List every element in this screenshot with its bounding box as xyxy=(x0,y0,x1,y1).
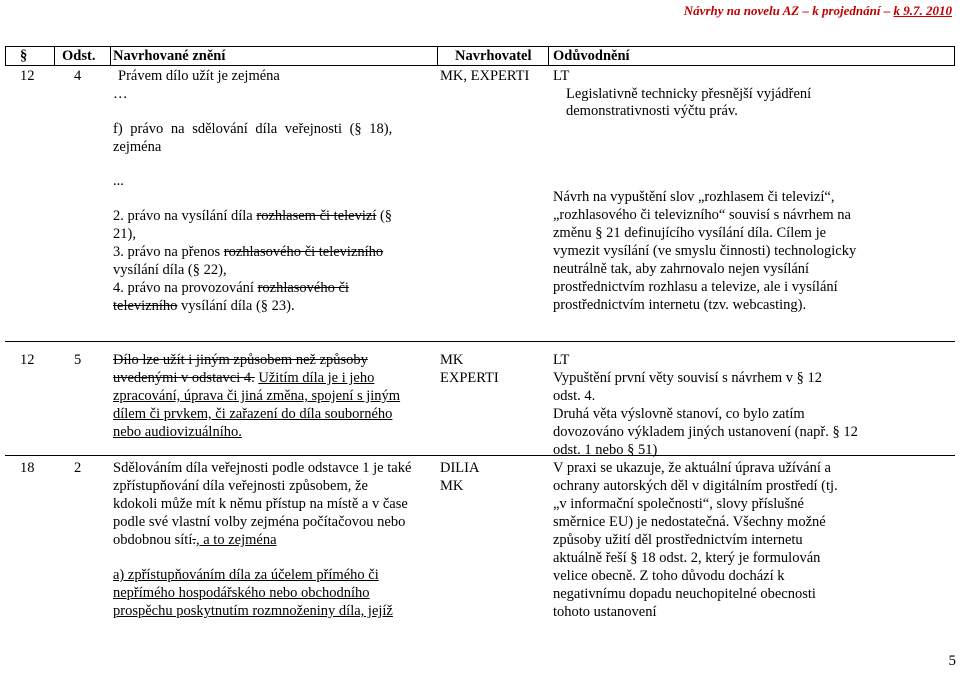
proposal-line: ... xyxy=(113,173,124,189)
row-paragraph: 12 xyxy=(20,352,35,368)
document-header xyxy=(684,3,952,19)
proposal-line xyxy=(113,207,392,225)
reason-text: V praxi se ukazuje, že aktuální úprava užívání a ochrany autorských děl v digitálním prostředí (tj. „v informační společnosti“, slovy příslušné směrnice EU) je nedostatečná. Všechny možné způsoby užití děl prostřednictvím internetu aktuálně řeší § 18 odst. 2, který je formulován velice obecně. Z toho důvodu dochází k negativnímu dopadu neuchopitelné obecnosti tohoto ustanovení xyxy=(553,460,838,620)
deleted-text: rozhlasového či xyxy=(257,280,349,296)
row-proposer: EXPERTI xyxy=(440,370,499,386)
proposal-line: f) právo na sdělování díla veřejnosti (§ 18), xyxy=(113,121,393,137)
proposal-line: vysílání díla (§ 22), xyxy=(113,262,227,278)
proposal-text xyxy=(113,351,403,441)
proposal-text: 4. právo na provozování xyxy=(113,280,258,296)
column-header-subsection: Odst. xyxy=(62,48,96,64)
deleted-text: televizního xyxy=(113,298,178,314)
row-subsection: 4 xyxy=(74,68,82,84)
deleted-text: rozhlasem či televizí xyxy=(256,208,377,224)
row-subsection: 2 xyxy=(74,460,82,476)
row-1-bottom-rule xyxy=(5,341,955,342)
proposal-text: 2. právo na vysílání díla xyxy=(113,208,257,224)
column-divider xyxy=(5,46,6,66)
column-header-paragraph: § xyxy=(20,48,28,64)
column-header-reason: Odůvodnění xyxy=(553,48,630,64)
proposal-text xyxy=(113,459,413,549)
proposal-text: vysílání díla (§ 23). xyxy=(177,298,295,314)
reason-text: Legislativně technicky přesnější vyjádření xyxy=(566,86,812,102)
inserted-text: Užitím díla je i jeho zpracování, úprava či jiná změna, spojení s jiným dílem či prvkem, či zařazení do díla souborného nebo audiovizuálního. xyxy=(113,370,401,440)
row-proposer: MK, EXPERTI xyxy=(440,68,530,84)
proposal-line: … xyxy=(113,86,128,102)
column-divider xyxy=(954,46,955,66)
header-bottom-rule xyxy=(5,65,955,66)
reason-text: Vypuštění první věty souvisí s návrhem v § 12 odst. 4. xyxy=(553,370,823,404)
page-number: 5 xyxy=(948,653,956,669)
deleted-text: . xyxy=(192,532,196,548)
row-paragraph: 12 xyxy=(20,68,35,84)
row-proposer: MK xyxy=(440,352,464,368)
header-title: Návrhy na novelu AZ – k projednání – xyxy=(683,3,894,18)
row-proposer: MK xyxy=(440,478,464,494)
proposal-line: zejména xyxy=(113,139,162,155)
proposal-text: (§ xyxy=(376,208,393,224)
proposal-line: 21), xyxy=(113,226,136,242)
column-divider xyxy=(437,46,438,66)
proposal-line xyxy=(113,297,295,315)
column-divider xyxy=(548,46,549,66)
proposal-text: 3. právo na přenos xyxy=(113,244,224,260)
header-date: k 9.7. 2010 xyxy=(893,3,952,18)
inserted-text: , a to zejména xyxy=(195,532,277,548)
reason-text: LT xyxy=(553,68,570,84)
proposal-line xyxy=(113,279,349,297)
proposal-text: Právem dílo užít je zejména xyxy=(118,68,280,84)
row-proposer: DILIA xyxy=(440,460,480,476)
proposal-line xyxy=(113,243,383,261)
reason-text: LT xyxy=(553,352,570,368)
reason-text: demonstrativnosti výčtu práv. xyxy=(566,103,738,119)
reason-text: Návrh na vypuštění slov „rozhlasem či televizí“, „rozhlasového či televizního“ souvisí s návrhem na změnu § 21 definujícího vysílání díla. Cílem je vymezit vysílání (ve smyslu činnosti) technologicky neutrálně tak, aby zahrnovalo nejen vysílání prostřednictvím rozhlasu a televize, ale i vysílání prostřednictvím internetu (tzv. webcasting). xyxy=(553,189,857,313)
proposal-text: Sdělováním díla veřejnosti podle odstavce 1 je také zpřístupňování díla veřejnosti způsobem, že kdokoli může mít k němu přístup na místě a v čase podle své vlastní volby zejména počítačovou nebo obdobnou sítí xyxy=(113,460,412,548)
deleted-text: Dílo lze užít i jiným způsobem než způsoby uvedenými v odstavci 4. xyxy=(113,352,368,386)
inserted-text: a) zpřístupňováním díla za účelem přímého či nepřímého hospodářského nebo obchodního prospěchu poskytnutím rozmnoženiny díla, jejíž xyxy=(113,567,393,619)
reason-text: Druhá věta výslovně stanoví, co bylo zatím dovozováno výkladem jiných ustanovení (např. § 12 odst. 1 nebo § 51) xyxy=(553,406,858,458)
column-header-proposer: Navrhovatel xyxy=(455,48,532,64)
row-paragraph: 18 xyxy=(20,460,35,476)
proposal-line xyxy=(118,67,280,85)
column-divider xyxy=(110,46,111,66)
column-header-proposal: Navrhované znění xyxy=(113,48,226,64)
column-divider xyxy=(54,46,55,66)
deleted-text: rozhlasového či televizního xyxy=(223,244,384,260)
row-subsection: 5 xyxy=(74,352,82,368)
